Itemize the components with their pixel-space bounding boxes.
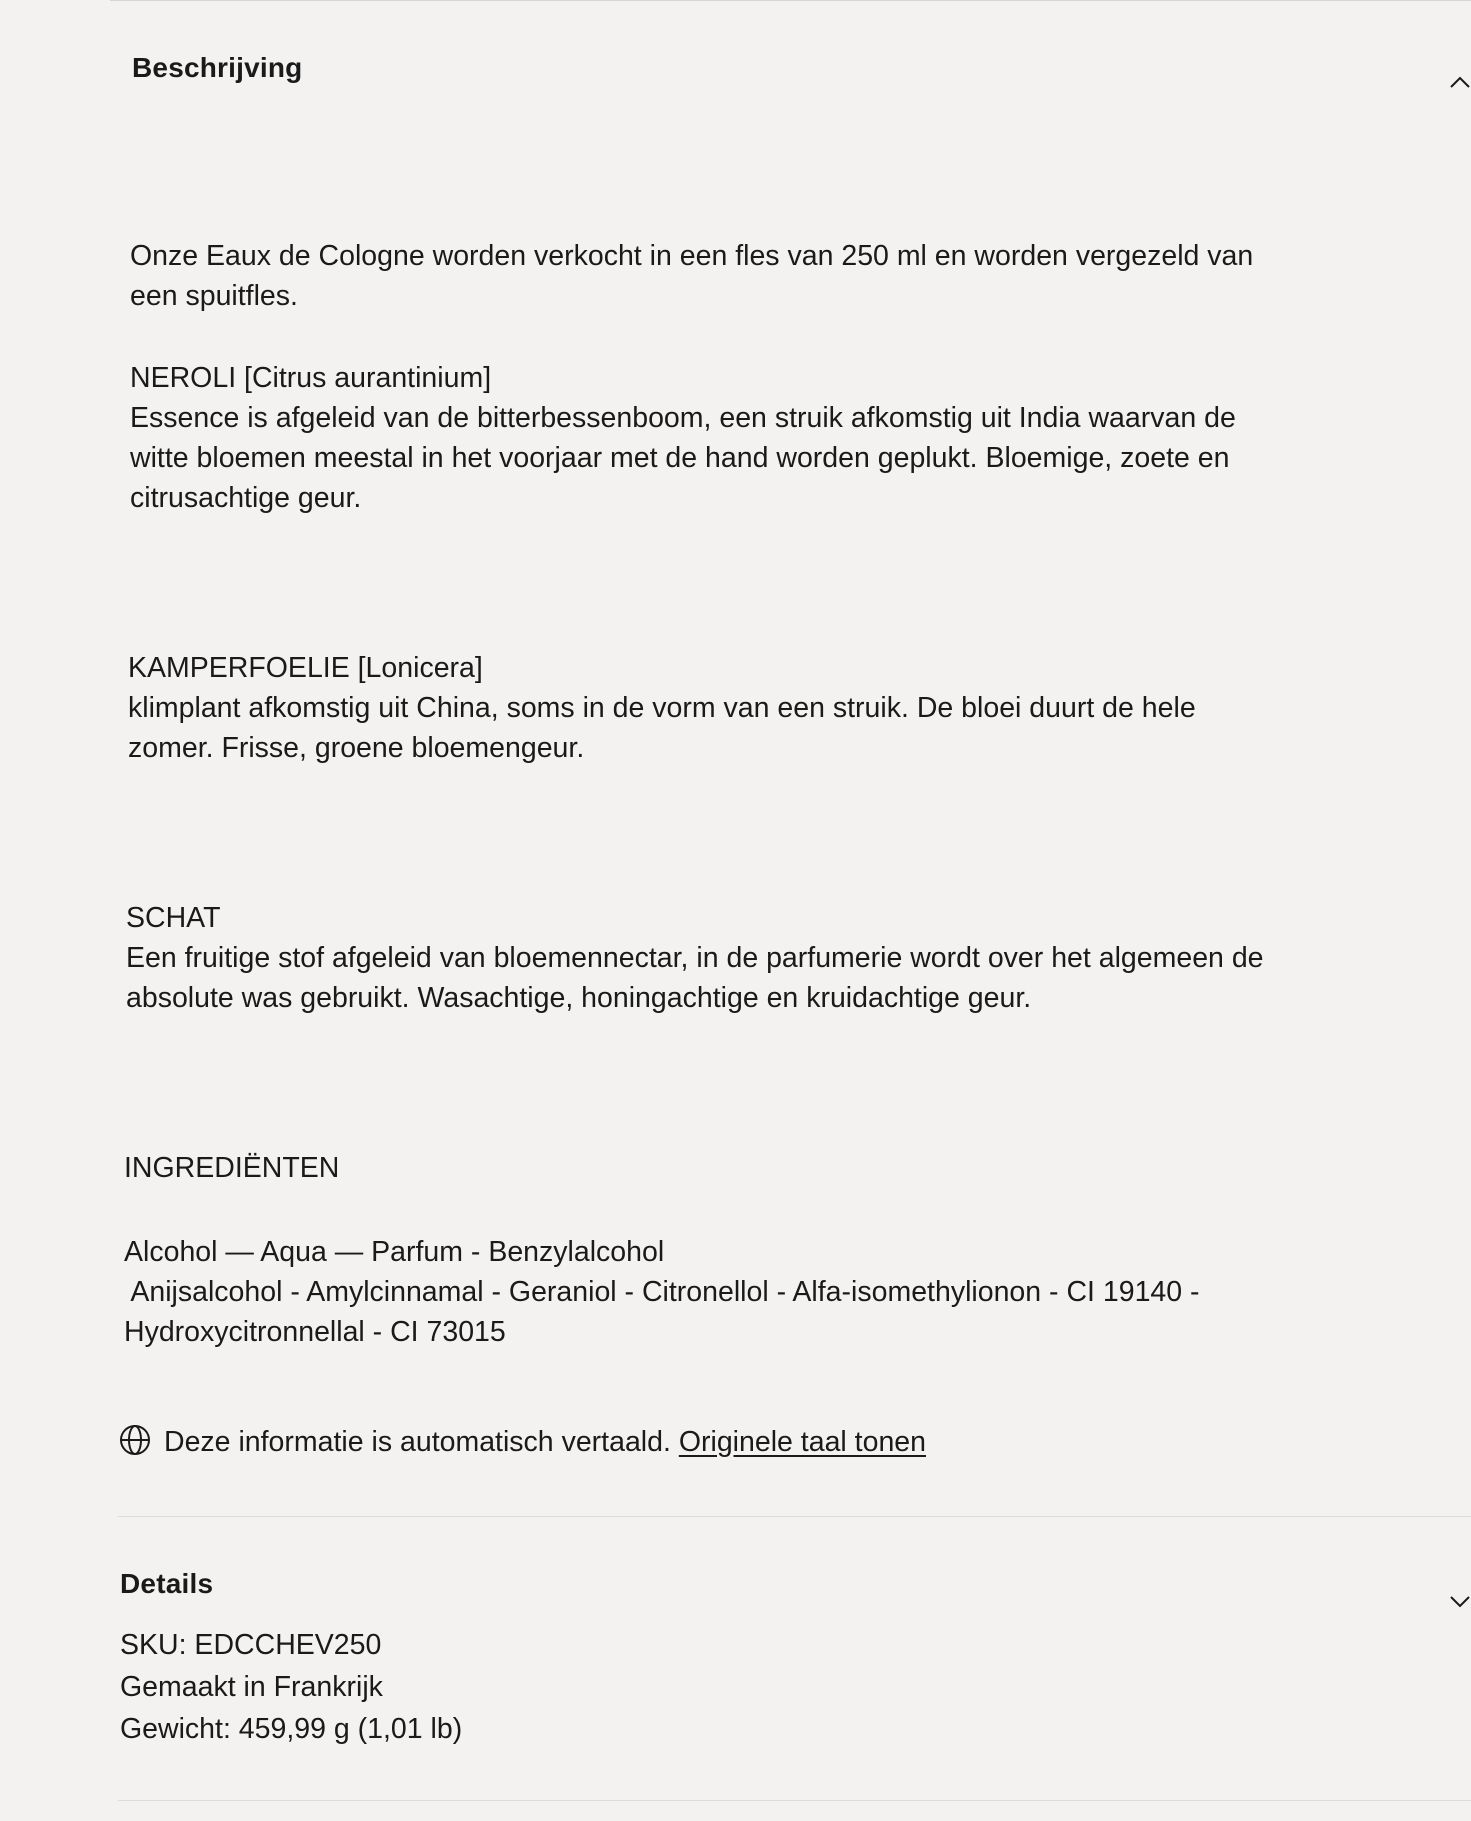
- section-divider: [118, 1516, 1471, 1517]
- note-line: Essence is afgeleid van de bitterbessenboom, een struik afkomstig uit India waarvan de: [130, 402, 1236, 434]
- note-line: Een fruitige stof afgeleid van bloemennectar, in de parfumerie wordt over het algemeen de: [126, 942, 1264, 974]
- note-line: citrusachtige geur.: [130, 482, 362, 514]
- translation-note-text: Deze informatie is automatisch vertaald.: [164, 1426, 671, 1458]
- note-heading: NEROLI [Citrus aurantinium]: [130, 362, 492, 394]
- intro-line: een spuitfles.: [130, 280, 298, 312]
- bottom-divider: [118, 1800, 1471, 1801]
- translation-notice: [118, 1422, 926, 1462]
- note-line: zomer. Frisse, groene bloemengeur.: [128, 732, 585, 764]
- detail-weight: Gewicht: 459,99 g (1,01 lb): [120, 1713, 463, 1745]
- chevron-down-icon[interactable]: [1449, 1590, 1471, 1612]
- chevron-up-icon[interactable]: [1449, 72, 1471, 94]
- ingredients-list: [124, 1232, 1424, 1352]
- note-schat: [126, 898, 1426, 1018]
- intro-line: Onze Eaux de Cologne worden verkocht in een fles van 250 ml en worden vergezeld van: [130, 240, 1254, 272]
- detail-sku: SKU: EDCCHEV250: [120, 1629, 382, 1661]
- note-heading: KAMPERFOELIE [Lonicera]: [128, 652, 483, 684]
- details-list: [120, 1624, 1420, 1750]
- note-line: absolute was gebruikt. Wasachtige, honingachtige en kruidachtige geur.: [126, 982, 1032, 1014]
- description-section-title[interactable]: Beschrijving: [132, 52, 303, 83]
- note-line: witte bloemen meestal in het voorjaar met de hand worden geplukt. Bloemige, zoete en: [130, 442, 1230, 474]
- globe-icon: [118, 1423, 152, 1457]
- ingredients-line: Anijsalcohol - Amylcinnamal - Geraniol - Citronellol - Alfa-isomethylionon - CI 19140 -: [124, 1276, 1200, 1308]
- ingredients-heading-block: [124, 1148, 1424, 1188]
- detail-origin: Gemaakt in Frankrijk: [120, 1671, 383, 1703]
- ingredients-heading: INGREDIËNTEN: [124, 1152, 340, 1184]
- description-intro: [130, 236, 1430, 316]
- ingredients-line: Alcohol — Aqua — Parfum - Benzylalcohol: [124, 1236, 665, 1268]
- ingredients-line: Hydroxycitronnellal - CI 73015: [124, 1316, 506, 1348]
- note-kamperfoelie: [128, 648, 1428, 768]
- details-section-title[interactable]: Details: [120, 1568, 214, 1599]
- show-original-language-link[interactable]: Originele taal tonen: [678, 1426, 926, 1458]
- top-divider: [110, 0, 1471, 1]
- note-heading: SCHAT: [126, 902, 221, 934]
- note-neroli: [130, 358, 1430, 518]
- note-line: klimplant afkomstig uit China, soms in de vorm van een struik. De bloei duurt de hele: [128, 692, 1196, 724]
